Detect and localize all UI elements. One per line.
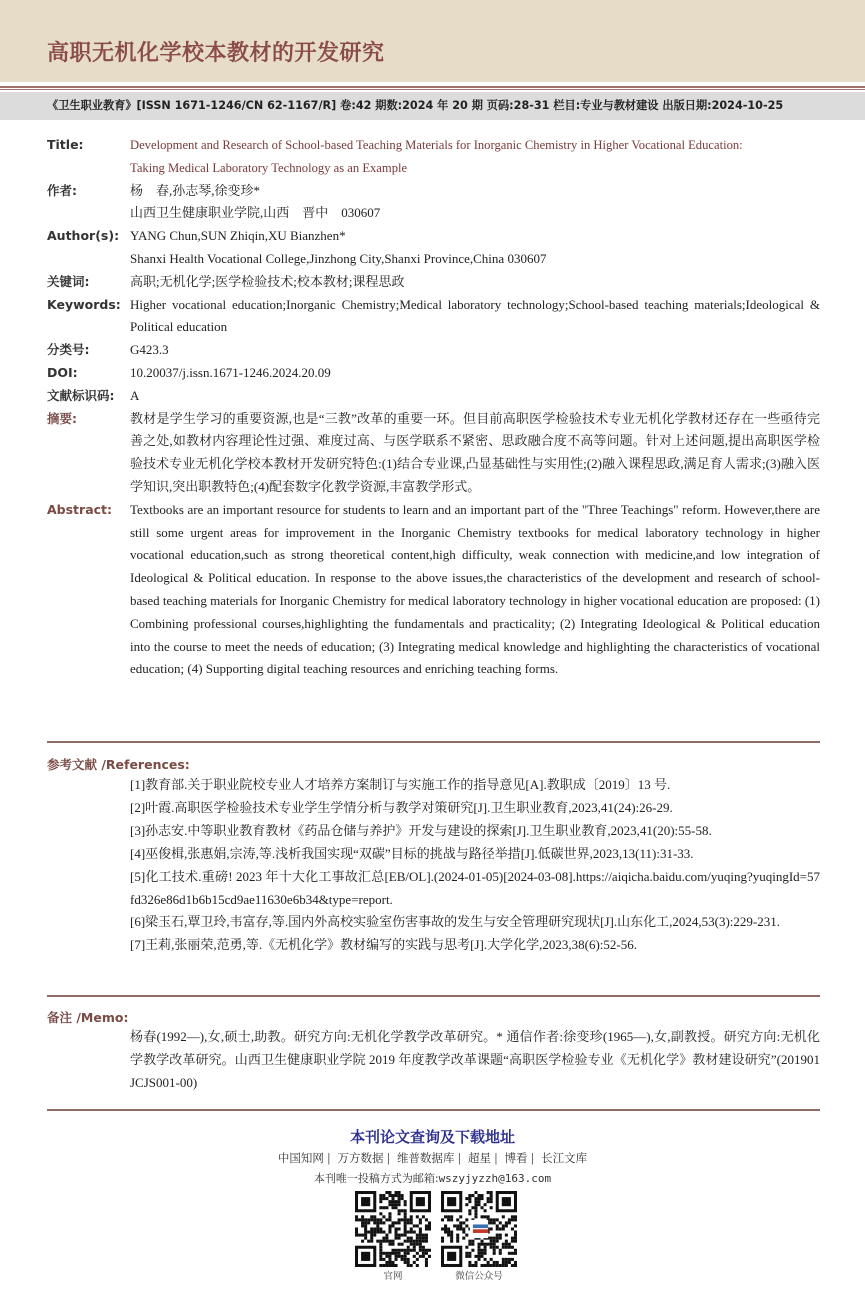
- doi-link[interactable]: 10.20037/j.issn.1671-1246.2024.20.09: [130, 364, 331, 380]
- database-links: 中国知网 | 万方数据 | 维普数据库 | 超星 | 博看 | 长江文库: [277, 1151, 588, 1165]
- title-line: Taking Medical Laboratory Technology as an Example: [130, 160, 408, 175]
- field-label: 摘要:: [47, 410, 77, 426]
- abstract-en: Textbooks are an important resource for students to learn and an important part of the "Three Teachings" reform. However,there are still some urgent areas for improvement in the Inorganic Chemistry textbooks for medical laboratory technology in higher vocational education,such as strong theoretical content,high difficulty, weak connection with medicine,and low integration of Ideological & Political education. In response to the above issues,the characteristics of the development and research of school-based teaching materials for Inorganic Chemistry for medical laboratory technology in higher vocational education are proposed: (1) Combining professional courses,highlighting the fundamentals and practicality; (2) Integrating Ideological & Political education into the course to meet the needs of education; (3) Integrating medical knowledge and highlighting the characteristics of vocational education; (4) Supporting digital teaching resources and enriching teaching forms.: [130, 501, 820, 677]
- field-label: DOI:: [47, 364, 78, 380]
- website-qr-code[interactable]: [355, 1191, 431, 1267]
- affiliation-en: Shanxi Health Vocational College,Jinzhong City,Shanxi Province,China 030607: [130, 250, 547, 266]
- reference-item: [4]巫俊楫,张惠娟,宗涛,等.浅析我国实现“双碳”目标的挑战与路径举措[J].低碳世界,2023,13(11):31-33.: [130, 845, 694, 861]
- references-heading: 参考文献 /References:: [47, 757, 190, 772]
- memo-body: [130, 1026, 820, 1095]
- citation-meta-bar: 《卫生职业教育》[ISSN 1671-1246/CN 62-1167/R] 卷:42 期数:2024 年 20 期 页码:28-31 栏目:专业与教材建设 出版日期:2024-10-25: [0, 92, 865, 120]
- email-address[interactable]: wszyjyzzh@163.com: [438, 1172, 552, 1185]
- affiliation-cn: 山西卫生健康职业学院,山西 晋中 030607: [130, 205, 381, 221]
- field-doc-code: [47, 385, 820, 408]
- section-divider: [47, 995, 820, 997]
- article-fields: [47, 134, 820, 681]
- keywords-en: Higher vocational education;Inorganic Chemistry;Medical laboratory technology;School-based teaching materials;Ideological & Political education: [130, 296, 820, 335]
- keywords-cn: 高职;无机化学;医学检验技术;校本教材;课程思政: [130, 273, 405, 289]
- english-title: [130, 134, 820, 180]
- field-label: Author(s):: [47, 228, 120, 244]
- field-keywords-en: [47, 294, 820, 340]
- section-divider: [47, 741, 820, 743]
- memo-heading: 备注 /Memo:: [47, 1010, 129, 1025]
- page-title: 高职无机化学校本教材的开发研究: [47, 41, 385, 66]
- source-link[interactable]: 超星: [468, 1151, 492, 1165]
- abstract-cn: 教材是学生学习的重要资源,也是“三教”改革的重要一环。但目前高职医学检验技术专业无机化学教材还存在一些亟待完善之处,如教材内容理论性过强、难度过高、与医学联系不紧密、思政融合度不高等问题。针对上述问题,提出高职医学检验技术专业无机化学校本教材开发研究特色:(1)结合专业课,凸显基础性与实用性;(2)融入课程思政,满足育人需求;(3)融入医学知识,突出职教特色;(4)配套数字化教学资源,丰富教学形式。: [130, 410, 820, 494]
- reference-item: [2]叶霞.高职医学检验技术专业学生学情分析与教学对策研究[J].卫生职业教育,2023,41(24):26-29.: [130, 799, 673, 815]
- footer-title: 本刊论文查询及下载地址: [349, 1128, 515, 1146]
- field-label: 分类号:: [47, 342, 90, 358]
- title-line: Development and Research of School-based Teaching Materials for Inorganic Chemistry in Higher Vocational Education:: [130, 138, 743, 152]
- authors-en: YANG Chun,SUN Zhiqin,XU Bianzhen*: [130, 228, 346, 244]
- field-doi: [47, 362, 820, 385]
- reference-item[interactable]: [5]化工技术.重磅! 2023 年十大化工事故汇总[EB/OL].(2024-01-05)[2024-03-08].https://aiqicha.baidu.com/yuqing?yuqingId=57fd326e86d1b6b15cd9ae11630e6b34&type=report.: [130, 868, 820, 907]
- field-label: Keywords:: [47, 296, 121, 312]
- reference-item: [3]孙志安.中等职业教育教材《药品仓储与养护》开发与建设的探索[J].卫生职业教育,2023,41(20):55-58.: [130, 822, 712, 838]
- source-link[interactable]: 长江文库: [541, 1151, 588, 1165]
- source-link[interactable]: 维普数据库: [396, 1151, 455, 1165]
- source-link[interactable]: 中国知网: [277, 1151, 324, 1165]
- field-keywords-cn: [47, 271, 820, 294]
- qr-label: 微信公众号: [455, 1272, 503, 1282]
- field-title: [47, 134, 820, 180]
- field-abstract-en: [47, 499, 820, 681]
- field-authors-cn: [47, 180, 820, 226]
- field-authors-en: [47, 225, 820, 271]
- reference-item: [7]王莉,张丽荣,范勇,等.《无机化学》教材编写的实践与思考[J].大学化学,2023,38(6):52-56.: [130, 937, 637, 953]
- memo-text: 杨春(1992—),女,硕士,助教。研究方向:无机化学教学改革研究。* 通信作者:徐变珍(1965—),女,副教授。研究方向:无机化学教学改革研究。山西卫生健康职业学院 2019 年度教学改革课题“高职医学检验专业《无机化学》教材建设研究”(201901JCJS001-00): [130, 1029, 820, 1090]
- references-list: [130, 774, 820, 957]
- header-divider: [0, 86, 865, 90]
- source-link[interactable]: 万方数据: [337, 1151, 384, 1165]
- source-link[interactable]: 博看: [504, 1151, 528, 1165]
- email-label: 本刊唯一投稿方式为邮箱:: [313, 1172, 439, 1185]
- submission-email: [0, 1170, 865, 1186]
- field-label: 作者:: [47, 182, 77, 198]
- qr-label: 官网: [383, 1272, 403, 1282]
- document-code: A: [130, 387, 140, 403]
- section-divider: [47, 1109, 820, 1111]
- field-label: Abstract:: [47, 501, 113, 517]
- field-label: Title:: [47, 137, 84, 152]
- field-abstract-cn: [47, 408, 820, 499]
- classification-number: G423.3: [130, 342, 169, 358]
- reference-item: [6]梁玉石,覃卫玲,韦富存,等.国内外高校实验室伤害事故的发生与安全管理研究现状[J].山东化工,2024,53(3):229-231.: [130, 914, 780, 930]
- field-label: 文献标识码:: [47, 387, 115, 403]
- field-classification: [47, 339, 820, 362]
- field-label: 关键词:: [47, 273, 90, 289]
- authors-cn: 杨 春,孙志琴,徐变珍*: [130, 182, 261, 198]
- reference-item: [1]教育部.关于职业院校专业人才培养方案制订与实施工作的指导意见[A].教职成〔2019〕13 号.: [130, 777, 671, 792]
- wechat-qr-code[interactable]: [441, 1191, 517, 1267]
